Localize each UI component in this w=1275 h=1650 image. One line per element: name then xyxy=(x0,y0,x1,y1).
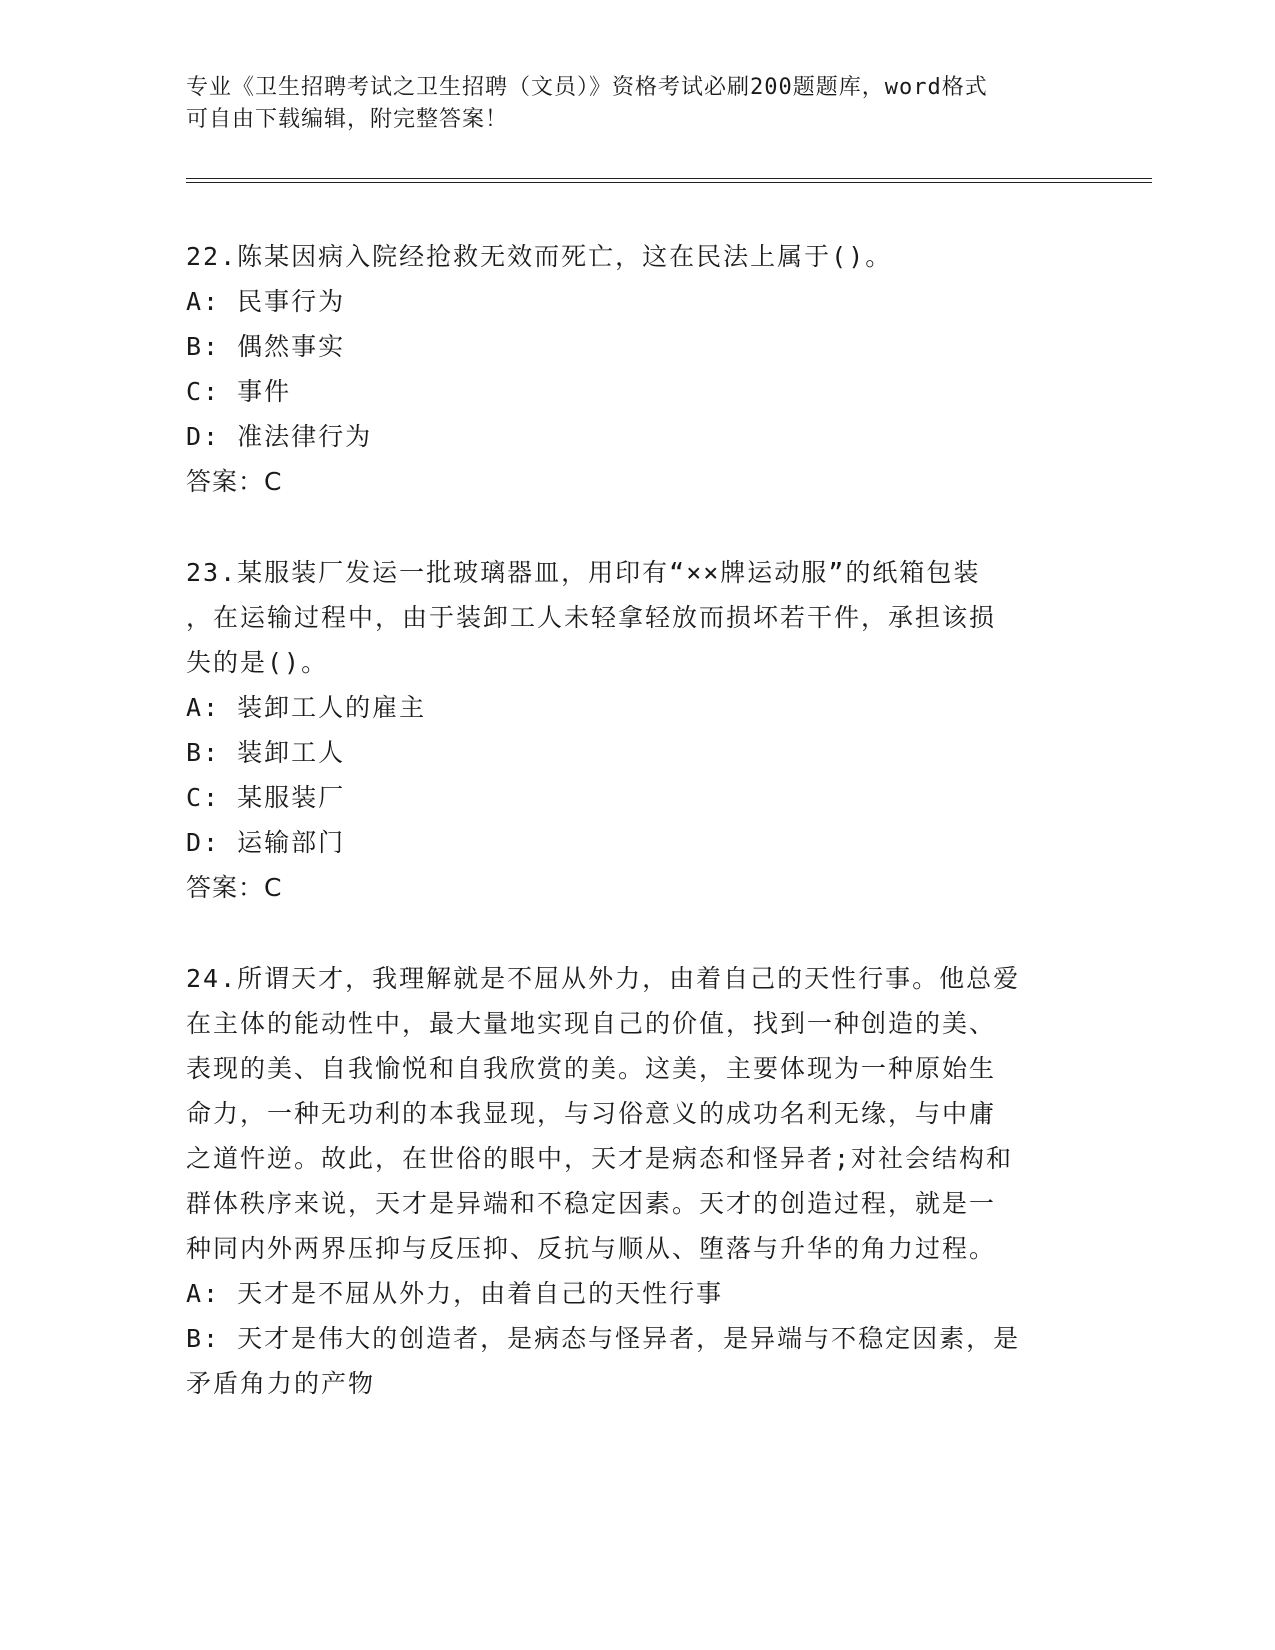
question-stem-line: 失的是()。 xyxy=(186,648,329,677)
option-a: A: 民事行为 xyxy=(186,287,346,316)
option-a: A: 装卸工人的雇主 xyxy=(186,693,427,722)
option-c: C: 某服装厂 xyxy=(186,783,346,812)
question-stem-line: 命力，一种无功利的本我显现，与习俗意义的成功名利无缘，与中庸 xyxy=(186,1099,997,1128)
option-d: D: 准法律行为 xyxy=(186,422,373,451)
question-stem-line: 之道忤逆。故此，在世俗的眼中，天才是病态和怪异者;对社会结构和 xyxy=(186,1144,1014,1173)
question-stem-line: 表现的美、自我愉悦和自我欣赏的美。这美，主要体现为一种原始生 xyxy=(186,1054,997,1083)
question-stem-line: 23.某服装厂发运一批玻璃器皿，用印有“××牌运动服”的纸箱包装 xyxy=(186,558,981,587)
question-22 xyxy=(186,234,1076,504)
question-stem-line: ，在运输过程中，由于装卸工人未轻拿轻放而损坏若干件，承担该损 xyxy=(186,603,997,632)
option-b-continued: 矛盾角力的产物 xyxy=(186,1369,376,1398)
answer-line: 答案：C xyxy=(186,467,283,496)
question-23 xyxy=(186,550,1076,910)
question-stem-line: 24.所谓天才，我理解就是不屈从外力，由着自己的天性行事。他总爱 xyxy=(186,964,1021,993)
option-b: B: 偶然事实 xyxy=(186,332,346,361)
option-d: D: 运输部门 xyxy=(186,828,346,857)
question-stem-line: 群体秩序来说，天才是异端和不稳定因素。天才的创造过程，就是一 xyxy=(186,1189,997,1218)
option-b: B: 天才是伟大的创造者，是病态与怪异者，是异端与不稳定因素，是 xyxy=(186,1324,1021,1353)
option-c: C: 事件 xyxy=(186,377,292,406)
option-a: A: 天才是不屈从外力，由着自己的天性行事 xyxy=(186,1279,724,1308)
header-line-2: 可自由下载编辑，附完整答案！ xyxy=(186,107,509,132)
header-divider xyxy=(186,178,1152,183)
answer-line: 答案：C xyxy=(186,873,283,902)
question-stem-line: 22.陈某因病入院经抢救无效而死亡，这在民法上属于()。 xyxy=(186,242,893,271)
document-header xyxy=(186,72,1066,136)
option-b: B: 装卸工人 xyxy=(186,738,346,767)
question-stem-line: 种同内外两界压抑与反压抑、反抗与顺从、堕落与升华的角力过程。 xyxy=(186,1234,997,1263)
question-24 xyxy=(186,956,1076,1406)
question-stem-line: 在主体的能动性中，最大量地实现自己的价值，找到一种创造的美、 xyxy=(186,1009,997,1038)
question-list xyxy=(186,234,1076,1452)
header-line-1: 专业《卫生招聘考试之卫生招聘（文员）》资格考试必刷200题题库，word格式 xyxy=(186,75,988,100)
